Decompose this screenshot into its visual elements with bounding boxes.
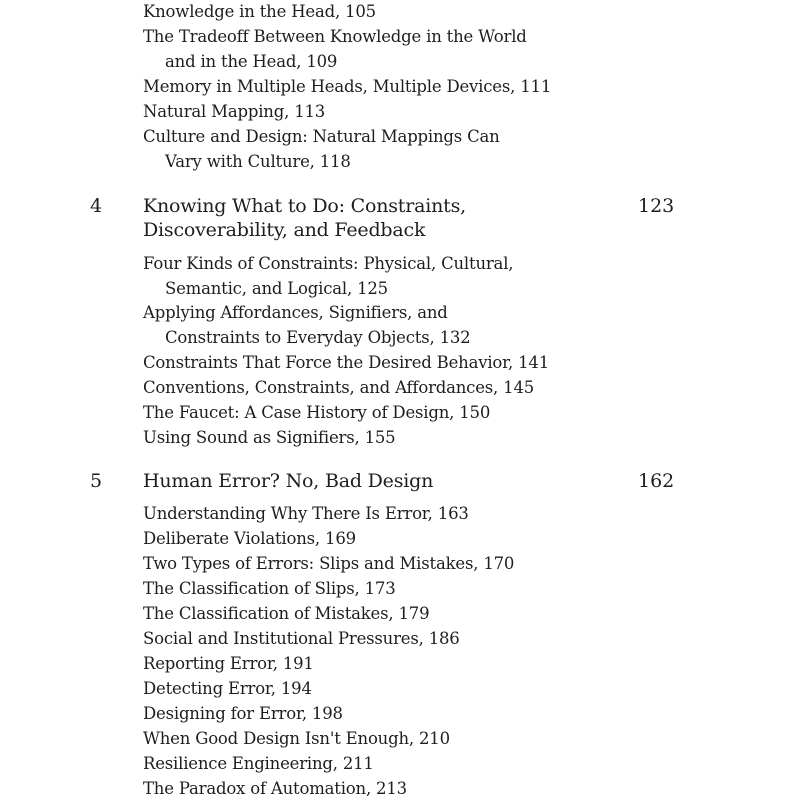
toc-entry: Applying Affordances, Signifiers, and [143, 303, 448, 322]
toc-entry: The Tradeoff Between Knowledge in the World [143, 27, 527, 46]
toc-entry-continuation: and in the Head, 109 [165, 52, 338, 71]
toc-entry: Culture and Design: Natural Mappings Can [143, 127, 500, 146]
toc-entry: The Classification of Mistakes, 179 [143, 604, 430, 623]
toc-entry: Four Kinds of Constraints: Physical, Cultural, [143, 254, 514, 273]
chapter-4-number: 4 [90, 195, 103, 217]
toc-entry-continuation: Vary with Culture, 118 [165, 152, 351, 171]
toc-entry: Social and Institutional Pressures, 186 [143, 629, 460, 648]
toc-entry: Deliberate Violations, 169 [143, 529, 356, 548]
toc-entry: The Faucet: A Case History of Design, 150 [143, 403, 491, 422]
chapter-5-page: 162 [638, 470, 675, 492]
toc-entry: Knowledge in the Head, 105 [143, 2, 376, 21]
toc-entry: Understanding Why There Is Error, 163 [143, 504, 469, 523]
chapter-4-page: 123 [638, 195, 675, 217]
toc-entry: Natural Mapping, 113 [143, 102, 326, 121]
toc-entry: Conventions, Constraints, and Affordances, 145 [143, 378, 535, 397]
toc-entry-continuation: Semantic, and Logical, 125 [165, 279, 388, 298]
toc-entry: Two Types of Errors: Slips and Mistakes, 170 [143, 554, 515, 573]
toc-entry: Using Sound as Signifiers, 155 [143, 428, 396, 447]
toc-entry: Detecting Error, 194 [143, 679, 312, 698]
toc-entry: Designing for Error, 198 [143, 704, 343, 723]
chapter-4-title-line1: Knowing What to Do: Constraints, [143, 195, 466, 217]
toc-entry: Reporting Error, 191 [143, 654, 314, 673]
toc-entry: The Classification of Slips, 173 [143, 579, 396, 598]
toc-entry: When Good Design Isn't Enough, 210 [143, 729, 450, 748]
chapter-4-title-line2: Discoverability, and Feedback [143, 219, 426, 241]
toc-entry: Memory in Multiple Heads, Multiple Devices, 111 [143, 77, 552, 96]
toc-entry: Constraints That Force the Desired Behavior, 141 [143, 353, 550, 372]
chapter-5-number: 5 [90, 470, 103, 492]
chapter-5-title: Human Error? No, Bad Design [143, 470, 434, 492]
toc-entry: Resilience Engineering, 211 [143, 754, 374, 773]
toc-entry-continuation: Constraints to Everyday Objects, 132 [165, 328, 471, 347]
toc-entry: The Paradox of Automation, 213 [143, 779, 407, 798]
